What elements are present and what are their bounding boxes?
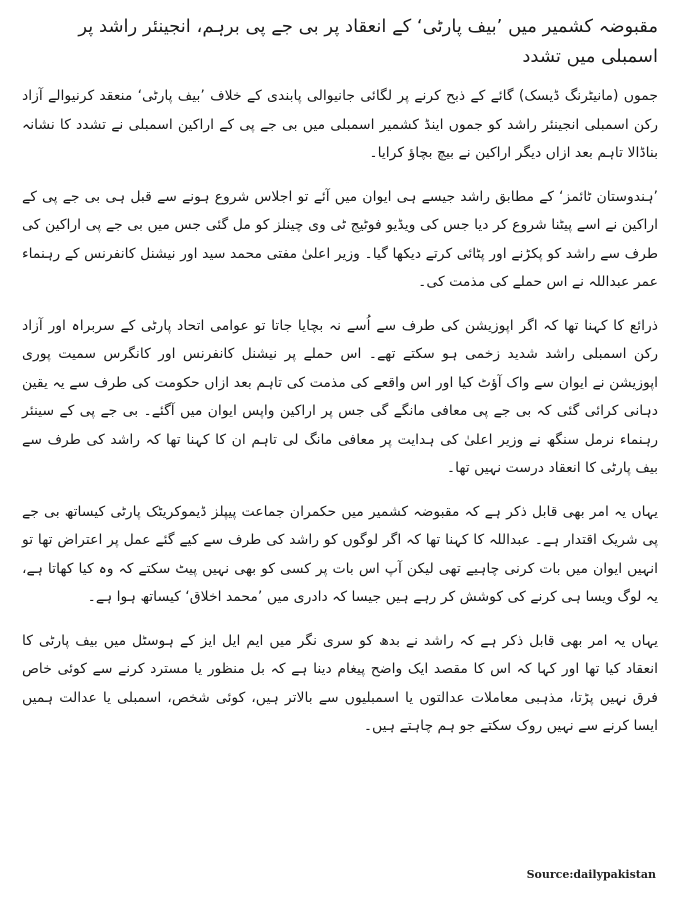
- article-paragraph-1: جموں (مانیٹرنگ ڈیسک) گائے کے ذبح کرنے پر لگائی جانیوالی پابندی کے خلاف ’بیف پارٹی‘ منعقد کرنیوالے آزاد رکن اسمبلی انجینئر راشد کو جموں اینڈ کشمیر اسمبلی میں بی جے پی کے اراکین اسمبلی نے تشدد کا نشانہ بناڈالا تاہم بعد ازاں دیگر اراکین نے بیچ بچاؤ کرایا۔: [22, 88, 658, 161]
- article-body: [22, 82, 658, 741]
- article-paragraph-3: ذرائع کا کہنا تھا کہ اگر اپوزیشن کی طرف سے اُسے نہ بچایا جاتا تو عوامی اتحاد پارٹی کے سربراہ اور آزاد رکن اسمبلی راشد شدید زخمی ہو سکتے تھے۔ اس حملے پر نیشنل کانفرنس اور کانگرس سمیت پوری اپوزیشن نے ایوان سے واک آؤٹ کیا اور اس واقعے کی مذمت کی تاہم بعد ازاں حکومت کی طرف سے یہ یقین دہانی کرائی گئی کہ بی جے پی معافی مانگے گی جس پر اراکین واپس ایوان میں آگئے۔ بی جے پی کے سینئر رہنماء نرمل سنگھ نے وزیر اعلیٰ کی ہدایت پر معافی مانگ لی تاہم ان کا کہنا تھا کہ راشد کی طرف سے بیف پارٹی کا انعقاد درست نہیں تھا۔: [22, 317, 658, 476]
- article-paragraph-5: یہاں یہ امر بھی قابل ذکر ہے کہ راشد نے بدھ کو سری نگر میں ایم ایل ایز کے ہوسٹل میں بیف پارٹی کا انعقاد کیا تھا اور کہا کہ اس کا مقصد ایک واضح پیغام دینا ہے کہ بل منظور یا مسترد کرنے سے کوئی خاص فرق نہیں پڑتا، مذہبی معاملات عدالتوں یا اسمبلیوں سے بالاتر ہیں، کوئی شخص، اسمبلی یا عدالت ہمیں ایسا کرنے سے نہیں روک سکتے جو ہم چاہتے ہیں۔: [22, 632, 658, 734]
- article-headline: مقبوضہ کشمیر میں ’بیف پارٹی‘ کے انعقاد پر بی جے پی برہم، انجینئر راشد پر اسمبلی میں تشدد: [78, 16, 658, 67]
- article-paragraph-2: ’ہندوستان ٹائمز‘ کے مطابق راشد جیسے ہی ایوان میں آئے تو اجلاس شروع ہونے سے قبل ہی بی جے پی کے اراکین نے اسے پیٹنا شروع کر دیا جس کی ویڈیو فوٹیج ٹی وی چینلز کو مل گئی جس میں بی جے پی اراکین کی طرف سے راشد کو پکڑنے اور پٹائی کرتے دیکھا گیا۔ وزیر اعلیٰ مفتی محمد سید اور نیشنل کانفرنس کے رہنماء عمر عبداللہ نے اس حملے کی مذمت کی۔: [22, 188, 658, 290]
- article-paragraph-4: یہاں یہ امر بھی قابل ذکر ہے کہ مقبوضہ کشمیر میں حکمران جماعت پیپلز ڈیموکریٹک پارٹی کیساتھ بی جے پی شریک اقتدار ہے۔ عبداللہ کا کہنا تھا کہ اگر لوگوں کو راشد کی طرف سے کیے گئے عمل پر اعتراض تھا تو انہیں ایوان میں بات کرنی چاہیے تھی لیکن آپ اس بات پر کسی کو بھی نہیں پیٹ سکتے کہ وہ کیا کھاتا ہے، یہ لوگ ویسا ہی کرنے کی کوشش کر رہے ہیں جیسا کہ دادری میں ’محمد اخلاق‘ کیساتھ ہوا ہے۔: [22, 503, 658, 605]
- source-credit: Source:dailypakistan: [526, 868, 656, 881]
